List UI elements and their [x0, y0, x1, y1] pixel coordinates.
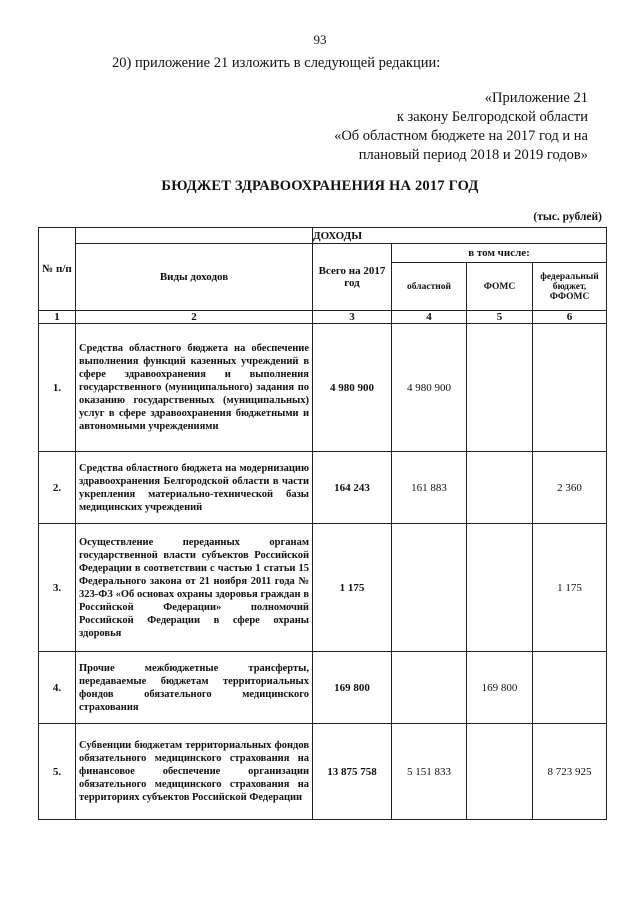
row-total: 164 243: [313, 452, 392, 524]
row-foms: [467, 324, 533, 452]
row-regional: [392, 652, 467, 724]
row-federal: 8 723 925: [533, 724, 607, 820]
table-row: [39, 324, 607, 452]
row-total: 1 175: [313, 524, 392, 652]
row-foms: [467, 452, 533, 524]
budget-table: [38, 227, 607, 820]
row-number: 2.: [39, 452, 76, 524]
row-total: 4 980 900: [313, 324, 392, 452]
page-number: 93: [313, 32, 327, 47]
row-federal: 1 175: [533, 524, 607, 652]
row-number: 1.: [39, 324, 76, 452]
row-regional: 4 980 900: [392, 324, 467, 452]
intro-text: 20) приложение 21 изложить в следующей редакции:: [112, 55, 441, 71]
column-number: 2: [76, 311, 313, 324]
table-row: [39, 524, 607, 652]
column-number: 4: [392, 311, 467, 324]
appendix-line: к закону Белгородской области: [396, 109, 588, 125]
column-number: 5: [467, 311, 533, 324]
appendix-reference: [334, 89, 588, 165]
row-federal: 2 360: [533, 452, 607, 524]
row-foms: 169 800: [467, 652, 533, 724]
column-number: 6: [533, 311, 607, 324]
row-description: Средства областного бюджета на модернизацию здравоохранения Белгородской области в части укрепления материально-технической базы медицинских учреждений: [76, 452, 313, 524]
header-income-group: ДОХОДЫ: [313, 228, 607, 244]
row-regional: 161 883: [392, 452, 467, 524]
table-row: [39, 724, 607, 820]
header-regional: областной: [392, 263, 467, 311]
row-description: Субвенции бюджетам территориальных фондов обязательного медицинского страхования на финансовое обеспечение организации обязательного медицинского страхования на территориях субъектов Российской Федерации: [76, 724, 313, 820]
row-description: Осуществление переданных органам государственной власти субъектов Российской Федерации в соответствии с частью 1 статьи 15 Федерального закона от 21 ноября 2011 года № 323-ФЗ «Об основах охраны здоровья граждан в Российской Федерации» полномочий Российской Федерации в сфере охраны здоровья: [76, 524, 313, 652]
row-total: 169 800: [313, 652, 392, 724]
row-description: Средства областного бюджета на обеспечение выполнения функций казенных учреждений в сфере здравоохранения и выполнения государственного (муниципального) задания по оказанию государственных (муниципальных) услуг в сфере здравоохранения бюджетными и автономными учреждениями: [76, 324, 313, 452]
row-description: Прочие межбюджетные трансферты, передаваемые бюджетам территориальных фондов обязательного медицинского страхования: [76, 652, 313, 724]
row-number: 5.: [39, 724, 76, 820]
row-foms: [467, 524, 533, 652]
column-number: 1: [39, 311, 76, 324]
row-regional: 5 151 833: [392, 724, 467, 820]
row-number: 4.: [39, 652, 76, 724]
header-total: Всего на 2017 год: [313, 244, 392, 311]
header-foms: ФОМС: [467, 263, 533, 311]
header-income-types: Виды доходов: [76, 244, 313, 311]
header-no: № п/п: [39, 228, 76, 311]
row-federal: [533, 652, 607, 724]
table-row: [39, 452, 607, 524]
row-total: 13 875 758: [313, 724, 392, 820]
header-including: в том числе:: [392, 244, 607, 263]
row-number: 3.: [39, 524, 76, 652]
table-row: [39, 652, 607, 724]
column-number: 3: [313, 311, 392, 324]
header-federal: федеральный бюджет, ФФОМС: [533, 263, 607, 311]
document-title: БЮДЖЕТ ЗДРАВООХРАНЕНИЯ НА 2017 ГОД: [161, 178, 479, 194]
units-label: (тыс. рублей): [533, 211, 602, 223]
row-regional: [392, 524, 467, 652]
row-foms: [467, 724, 533, 820]
appendix-line: плановый период 2018 и 2019 годов»: [358, 147, 588, 163]
row-federal: [533, 324, 607, 452]
appendix-line: «Об областном бюджете на 2017 год и на: [334, 128, 588, 144]
appendix-line: «Приложение 21: [484, 90, 588, 106]
